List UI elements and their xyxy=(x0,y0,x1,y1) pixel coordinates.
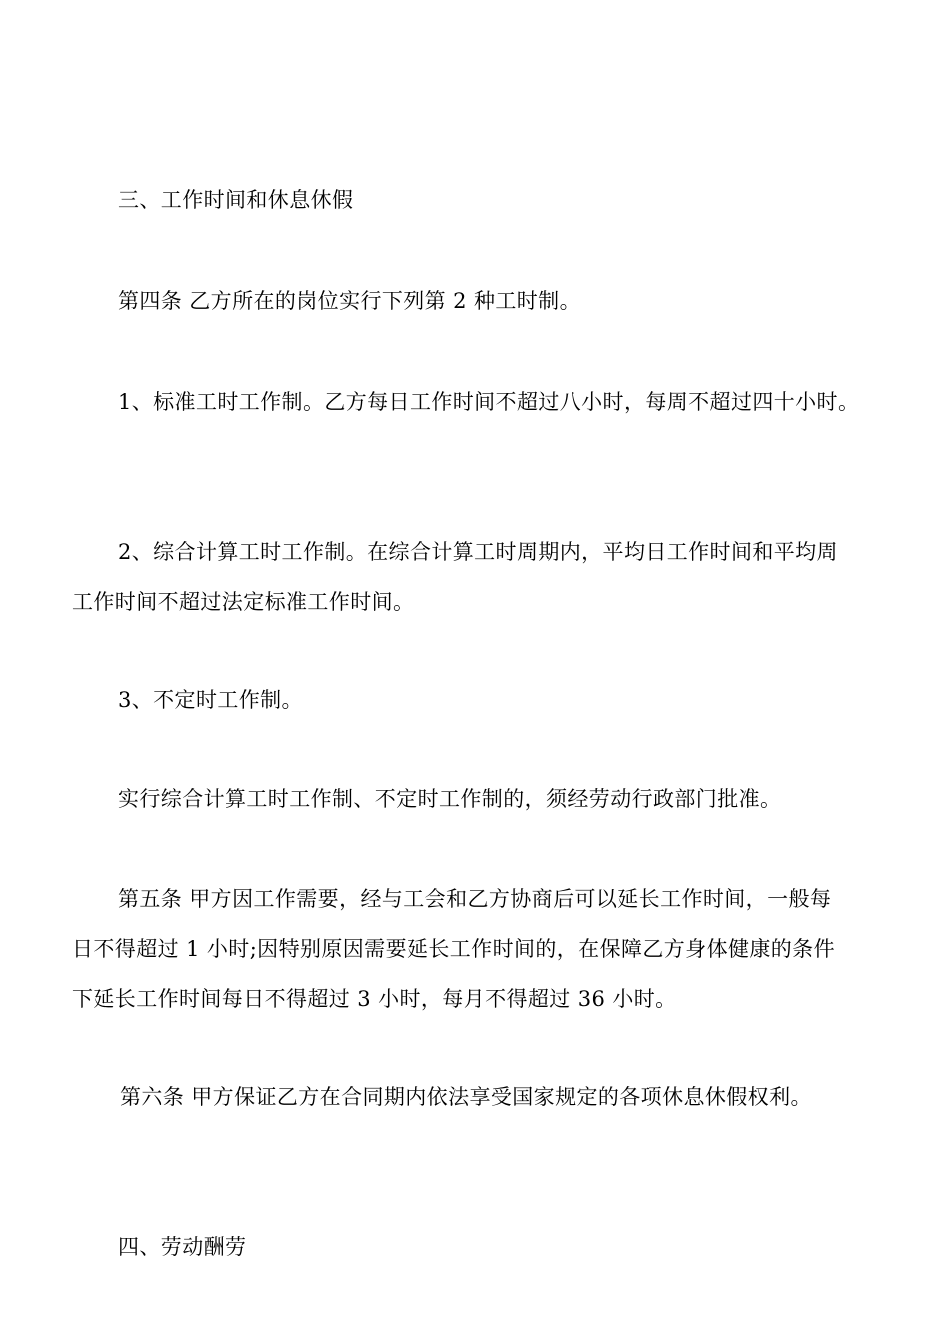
article-five-line1: 第五条 甲方因工作需要，经与工会和乙方协商后可以延长工作时间，一般每 xyxy=(118,887,832,911)
approval-note: 实行综合计算工时工作制、不定时工作制的，须经劳动行政部门批准。 xyxy=(118,787,782,811)
item-flexible-hours: 3、不定时工作制。 xyxy=(118,688,303,712)
article-five-line2: 日不得超过 1 小时;因特别原因需要延长工作时间的，在保障乙方身体健康的条件 xyxy=(72,937,835,961)
item-comprehensive-hours-line1: 2、综合计算工时工作制。在综合计算工时周期内，平均日工作时间和平均周 xyxy=(118,540,838,564)
article-six: 第六条 甲方保证乙方在合同期内依法享受国家规定的各项休息休假权利。 xyxy=(120,1085,812,1109)
section-heading: 三、工作时间和休息休假 xyxy=(118,188,354,212)
section-heading: 四、劳动酬劳 xyxy=(118,1235,247,1259)
article-five-line3: 下延长工作时间每日不得超过 3 小时，每月不得超过 36 小时。 xyxy=(72,987,677,1011)
article-four: 第四条 乙方所在的岗位实行下列第 2 种工时制。 xyxy=(118,289,581,313)
item-standard-hours: 1、标准工时工作制。乙方每日工作时间不超过八小时，每周不超过四十小时。 xyxy=(118,390,860,414)
item-comprehensive-hours-line2: 工作时间不超过法定标准工作时间。 xyxy=(72,590,415,614)
